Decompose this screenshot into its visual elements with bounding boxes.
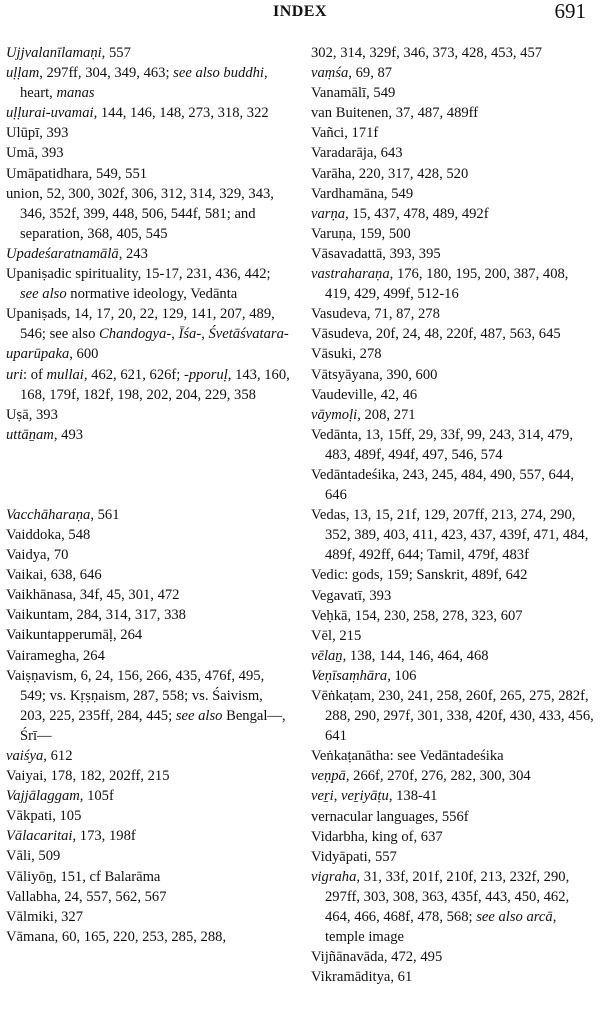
index-entry	[311, 385, 597, 405]
entry-text: -pporuḷ	[183, 366, 228, 383]
entry-text: Vikramāditya, 61	[311, 969, 413, 986]
entry-text: uḷḷurai-uvamai	[6, 105, 94, 122]
index-entry	[311, 324, 597, 344]
index-entry	[6, 605, 291, 625]
entry-text: see also	[175, 707, 223, 724]
entry-text: Uṣā, 393	[6, 406, 58, 423]
index-entry	[311, 626, 597, 646]
entry-text: Varāha, 220, 317, 428, 520	[311, 165, 469, 182]
entry-text: see also	[20, 286, 67, 303]
entry-text: see also buddhi	[173, 65, 264, 82]
index-entry	[6, 887, 291, 907]
entry-text: , 106	[387, 667, 417, 684]
index-entry	[311, 365, 597, 385]
index-entry	[6, 405, 291, 425]
entry-text: Vaiddoka, 548	[6, 526, 91, 543]
entry-text: , 138, 144, 146, 464, 468	[342, 647, 489, 664]
index-entry	[311, 344, 597, 364]
entry-text: vaṃśa	[311, 65, 349, 82]
index-group-u	[6, 43, 291, 445]
index-entry	[6, 304, 291, 344]
entry-text: Vaudeville, 42, 46	[311, 386, 418, 403]
entry-text: Śvetāśvatara-	[208, 326, 289, 343]
index-entry	[311, 164, 597, 184]
entry-text: Vēṅkaṭam, 230, 241, 258, 260f, 265, 275, 282f, 288, 290, 297f, 301, 338, 420f, 430, 433, 456, 641	[311, 688, 594, 745]
index-entry	[311, 686, 597, 746]
entry-text: Varuṇa, 159, 500	[311, 225, 411, 242]
index-group-v-continued	[311, 43, 597, 987]
entry-text: Vāsuki, 278	[311, 346, 382, 363]
index-entry	[6, 63, 291, 103]
index-entry	[311, 807, 597, 827]
entry-text: , 561	[90, 506, 120, 523]
index-entry	[311, 83, 597, 103]
index-entry	[311, 264, 597, 304]
index-entry	[6, 565, 291, 585]
entry-text: Vākpati, 105	[6, 808, 82, 825]
entry-text: , 69, 87	[348, 65, 393, 82]
entry-text: ,	[171, 326, 179, 343]
entry-text: vastraharaṇa	[311, 266, 390, 283]
index-entry	[311, 786, 597, 806]
entry-text: Vāliyōṉ, 151, cf Balarāma	[6, 868, 161, 885]
index-entry	[311, 565, 597, 585]
entry-text: Vaidya, 70	[6, 547, 69, 564]
entry-text: uri	[6, 366, 24, 383]
entry-text: manas	[56, 85, 95, 102]
entry-text: , 266f, 270f, 276, 282, 300, 304	[345, 768, 531, 785]
index-entry	[6, 244, 291, 264]
index-entry	[311, 304, 597, 324]
page-header	[0, 0, 600, 31]
entry-text: normative ideology, Vedānta	[66, 286, 238, 303]
index-entry	[6, 746, 291, 766]
index-entry	[6, 545, 291, 565]
entry-text: Ulūpī, 393	[6, 125, 69, 142]
entry-text: Vardhamāna, 549	[311, 185, 414, 202]
entry-text: Vedānta, 13, 15ff, 29, 33f, 99, 243, 314, 479, 483, 489f, 494f, 497, 546, 574	[311, 426, 573, 463]
entry-text: Vidarbha, king of, 637	[311, 828, 443, 845]
entry-text: Vedas, 13, 15, 21f, 129, 207ff, 213, 274, 290, 352, 389, 403, 411, 423, 437, 439f, 471, 484, 489f, 492ff, 644; Tamil, 479f, 483f	[311, 507, 589, 564]
entry-text: Upaniṣads, 14, 17, 20, 22, 129, 141, 207, 489, 546; see also	[6, 306, 275, 343]
entry-text: Veṅkaṭanātha: see Vedāntadeśika	[311, 748, 504, 765]
entry-text: Vegavatī, 393	[311, 587, 392, 604]
entry-text: Vaikhānasa, 34f, 45, 301, 472	[6, 587, 180, 604]
entry-text: veṟi	[311, 788, 334, 805]
index-entry	[6, 867, 291, 887]
index-entry	[311, 184, 597, 204]
index-entry	[311, 224, 597, 244]
entry-text: Vēl, 215	[311, 627, 362, 644]
index-entry	[6, 525, 291, 545]
entry-text: , 243	[118, 245, 148, 262]
entry-text: , 138-41	[388, 788, 438, 805]
entry-text: van Buitenen, 37, 487, 489ff	[311, 105, 479, 122]
left-column	[6, 43, 291, 947]
index-entry	[6, 164, 291, 184]
index-entry	[311, 847, 597, 867]
entry-text: Upadeśaratnamālā	[6, 245, 119, 262]
entry-text: ,	[333, 788, 341, 805]
entry-text: Vāmana, 60, 165, 220, 253, 285, 288,	[6, 928, 227, 945]
page-number: 691	[554, 0, 586, 23]
index-entry	[311, 123, 597, 143]
entry-text: Vaikuntam, 284, 314, 317, 338	[6, 607, 186, 624]
index-entry	[311, 947, 597, 967]
index-entry	[6, 646, 291, 666]
right-column	[311, 43, 597, 987]
entry-text: Vaiyai, 178, 182, 202ff, 215	[6, 768, 170, 785]
entry-text: Vātsyāyana, 390, 600	[311, 366, 438, 383]
entry-text: , heart,	[20, 65, 268, 102]
index-entry	[6, 826, 291, 846]
entry-text: , 31, 33f, 201f, 210f, 213, 232f, 290, 297ff, 303, 308, 363, 435f, 443, 450, 462, 464, 466, 468f, 478, 568;	[325, 868, 570, 926]
index-entry	[311, 43, 597, 63]
index-entry	[311, 425, 597, 465]
index-entry	[6, 585, 291, 605]
entry-text: Umā, 393	[6, 145, 64, 162]
index-entry	[311, 204, 597, 224]
entry-text: Ujjvalanīlamaṇi	[6, 45, 102, 61]
index-entry	[6, 425, 291, 445]
entry-text: Vāsudeva, 20f, 24, 48, 220f, 487, 563, 645	[311, 326, 561, 343]
entry-text: Veḥkā, 154, 230, 258, 278, 323, 607	[311, 607, 523, 624]
entry-text: Vairamegha, 264	[6, 647, 105, 664]
entry-text: Vidyāpati, 557	[311, 848, 397, 865]
running-head: INDEX	[272, 3, 328, 20]
index-entry	[6, 666, 291, 746]
entry-text: Vāli, 509	[6, 848, 61, 865]
entry-text: Vañci, 171f	[311, 125, 379, 142]
index-entry	[311, 465, 597, 505]
entry-text: , 557	[101, 45, 131, 61]
entry-text: Vallabha, 24, 557, 562, 567	[6, 888, 167, 905]
entry-text: mullai	[46, 366, 84, 383]
entry-text: union, 52, 300, 302f, 306, 312, 314, 329, 343, 346, 352f, 399, 448, 506, 544f, 581; and separation, 368, 405, 545	[6, 185, 274, 242]
index-entry	[6, 927, 291, 947]
entry-text: 302, 314, 329f, 346, 373, 428, 453, 457	[311, 45, 543, 61]
index-entry	[311, 244, 597, 264]
index-entry	[6, 123, 291, 143]
index-entry	[6, 806, 291, 826]
entry-text: Vedic: gods, 159; Sanskrit, 489f, 642	[311, 567, 528, 584]
index-entry	[311, 967, 597, 987]
entry-text: Chandogya-	[99, 326, 172, 343]
entry-text: vāymoḷi	[311, 406, 358, 423]
entry-text: Vāsavadattā, 393, 395	[311, 245, 441, 262]
entry-text: uḷḷam	[6, 65, 40, 82]
index-entry	[6, 143, 291, 163]
index-entry	[311, 766, 597, 786]
index-entry	[311, 103, 597, 123]
entry-text: , 612	[43, 748, 73, 764]
index-entry	[311, 646, 597, 666]
index-entry	[311, 606, 597, 626]
entry-text: vernacular languages, 556f	[311, 808, 469, 825]
index-entry	[311, 827, 597, 847]
entry-text: Vālmiki, 327	[6, 908, 84, 925]
entry-text: , 176, 180, 195, 200, 387, 408, 419, 429, 499f, 512-16	[325, 266, 569, 303]
entry-text: , temple image	[325, 909, 557, 946]
index-entry	[6, 365, 291, 405]
entry-text: Vedāntadeśika, 243, 245, 484, 490, 557, 644, 646	[311, 466, 575, 504]
entry-text: , 493	[53, 426, 84, 443]
entry-text: Umāpatidhara, 549, 551	[6, 165, 148, 182]
letter-gap	[6, 445, 291, 505]
entry-text: veṇpā	[311, 768, 346, 785]
entry-text: uparūpaka	[6, 346, 70, 363]
entry-text: , 462, 621, 626f;	[83, 366, 184, 383]
entry-text: Bengal—, Śrī—	[20, 707, 286, 744]
entry-text: Īśa-	[178, 326, 202, 343]
index-entry	[311, 63, 597, 83]
entry-text: Vajjālaggam	[6, 788, 80, 805]
index-entry	[311, 746, 597, 766]
index-entry	[311, 586, 597, 606]
entry-text: veṟiyāṭu	[341, 788, 389, 805]
index-entry	[6, 846, 291, 866]
entry-text: Varadarāja, 643	[311, 145, 403, 162]
entry-text: , 297ff, 304, 349, 463;	[39, 65, 174, 82]
entry-text: , 105f	[79, 788, 114, 805]
entry-text: : of	[23, 366, 47, 383]
entry-text: Vasudeva, 71, 87, 278	[311, 306, 440, 323]
entry-text: uttāṉam	[6, 426, 54, 443]
entry-text: Vaikai, 638, 646	[6, 567, 102, 584]
entry-text: vigraha	[311, 868, 357, 885]
entry-text: see also arcā	[476, 909, 553, 926]
index-entry	[311, 666, 597, 686]
index-entry	[6, 786, 291, 806]
entry-text: Vālacaritai	[6, 828, 73, 845]
entry-text: , 173, 198f	[72, 828, 136, 845]
index-entry	[6, 264, 291, 304]
index-entry	[6, 505, 291, 525]
index-entry	[6, 184, 291, 244]
entry-text: Vijñānavāda, 472, 495	[311, 949, 443, 966]
entry-text: vēlaṉ	[311, 647, 343, 664]
entry-text: , 208, 271	[357, 406, 416, 423]
entry-text: Upaniṣadic spirituality, 15-17, 231, 436, 442;	[6, 266, 271, 283]
index-entry	[311, 405, 597, 425]
index-entry	[6, 625, 291, 645]
index-entry	[311, 143, 597, 163]
index-entry	[311, 505, 597, 565]
entry-text: Vacchāharaṇa	[6, 506, 91, 523]
index-entry	[6, 344, 291, 364]
entry-text: Veṇīsaṃhāra	[311, 667, 388, 684]
entry-text: Vanamālī, 549	[311, 85, 396, 102]
entry-text: , 15, 437, 478, 489, 492f	[345, 205, 489, 222]
entry-text: ,	[201, 326, 209, 343]
entry-text: , 143, 160, 168, 179f, 182f, 198, 202, 204, 229, 358	[20, 366, 290, 403]
entry-text: varṇa	[311, 205, 346, 222]
entry-text: , 600	[69, 346, 99, 363]
index-entry	[6, 43, 291, 63]
entry-text: vaiśya	[6, 748, 44, 764]
index-entry	[6, 907, 291, 927]
index-entry	[6, 766, 291, 786]
index-entry	[6, 103, 291, 123]
entry-text: , 144, 146, 148, 273, 318, 322	[93, 105, 269, 122]
entry-text: Vaikuntapperumāḷ, 264	[6, 627, 143, 644]
entry-text: Vaiṣṇavism, 6, 24, 156, 266, 435, 476f, 495, 549; vs. Kṛṣṇaism, 287, 558; vs. Śaivism, 203, 225, 235ff, 284, 445;	[6, 667, 265, 724]
index-entry	[311, 867, 597, 947]
index-group-v	[6, 505, 291, 947]
